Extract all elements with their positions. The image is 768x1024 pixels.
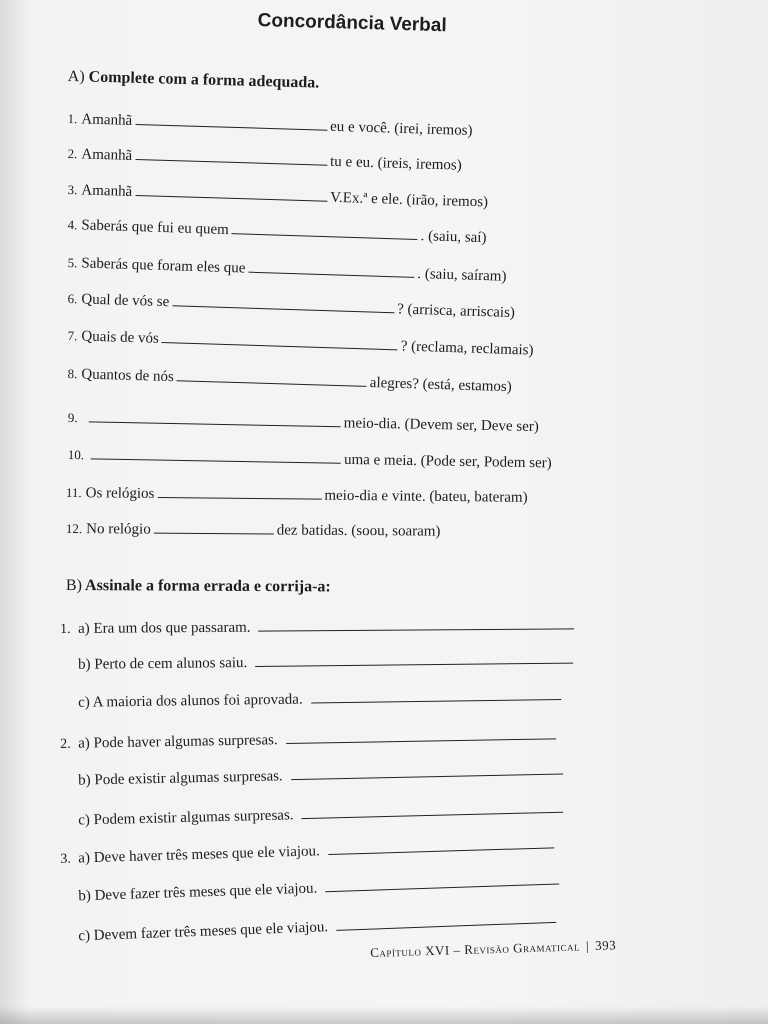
sentence-text: b) Perto de cem alunos saiu. <box>78 655 248 673</box>
item-suffix: uma e meia. (Pode ser, Podem ser) <box>343 451 552 472</box>
item-prefix: Qual de vós se <box>81 291 170 311</box>
exercise-a-item <box>67 363 512 396</box>
group-number: 3. <box>60 851 72 867</box>
page-number: 393 <box>594 937 617 953</box>
answer-blank[interactable] <box>91 444 341 463</box>
item-suffix: ? (arrisca, arriscais) <box>396 301 516 322</box>
sentence-text: b) Deve fazer três meses que ele viajou. <box>78 880 318 905</box>
correction-line[interactable] <box>336 908 556 931</box>
item-prefix: Os relógios <box>85 485 155 502</box>
correction-line[interactable] <box>258 614 574 631</box>
chapter-label: Capítulo XVI – Revisão Gramatical <box>370 938 581 960</box>
exercise-b-item <box>60 614 575 638</box>
section-b-instruction: Assinale a forma errada e corrija-a: <box>85 577 331 596</box>
exercise-a-item <box>67 325 533 360</box>
item-number: 4. <box>67 216 78 233</box>
footer-separator: | <box>585 938 590 954</box>
item-number: 9. <box>67 409 78 426</box>
item-prefix: Quais de vós <box>81 328 160 347</box>
sentence-text: a) Era um dos que passaram. <box>78 619 251 637</box>
exercise-a-item <box>67 252 506 286</box>
sentence-text: a) Deve haver três meses que ele viajou. <box>78 843 321 867</box>
sentence-text: c) Devem fazer três meses que ele viajou. <box>78 919 329 945</box>
exercise-b-item <box>60 833 554 868</box>
answer-blank[interactable] <box>232 219 418 240</box>
item-number: 3. <box>67 181 78 198</box>
item-suffix: alegres? (está, estamos) <box>369 374 512 396</box>
item-suffix: . (saiu, saí) <box>420 228 487 247</box>
item-suffix: meio-dia e vinte. (bateu, bateram) <box>324 487 528 506</box>
exercise-b-item <box>60 685 561 712</box>
item-suffix: dez batidas. (soou, soaram) <box>276 522 441 540</box>
page-footer <box>370 937 616 961</box>
exercise-a-item <box>67 214 486 247</box>
sentence-text: c) A maioria dos alunos foi aprovada. <box>78 691 303 711</box>
answer-blank[interactable] <box>248 258 414 278</box>
item-suffix: meio-dia. (Devem ser, Deve ser) <box>343 415 540 436</box>
exercise-a-item <box>66 482 528 507</box>
item-suffix: eu e você. (irei, iremos) <box>329 118 473 140</box>
answer-blank[interactable] <box>177 366 367 387</box>
exercise-b-item <box>60 798 564 830</box>
exercise-a-item <box>68 444 552 472</box>
item-number: 10. <box>67 446 85 463</box>
exercise-b-item <box>60 869 559 906</box>
item-prefix: Amanhã <box>81 111 133 129</box>
exercise-b-item <box>60 649 573 674</box>
group-number <box>60 900 78 901</box>
item-prefix: No relógio <box>86 521 151 538</box>
item-number: 12. <box>65 520 83 537</box>
item-prefix: Amanhã <box>81 182 133 200</box>
answer-blank[interactable] <box>162 328 398 350</box>
item-suffix: ? (reclama, reclamais) <box>400 338 534 359</box>
item-number: 2. <box>67 145 78 162</box>
exercise-a-item <box>67 143 462 175</box>
item-number: 5. <box>67 254 78 271</box>
section-b-letter: B) <box>65 577 82 595</box>
answer-blank[interactable] <box>154 519 274 535</box>
sentence-text: b) Pode existir algumas surpresas. <box>78 768 283 789</box>
exercise-a-item <box>68 407 539 436</box>
item-prefix: Saberás que fui eu quem <box>81 217 230 239</box>
section-a-letter: A) <box>67 68 85 86</box>
correction-line[interactable] <box>285 724 555 744</box>
item-number: 8. <box>67 365 78 382</box>
group-number <box>61 940 79 941</box>
answer-blank[interactable] <box>135 145 327 166</box>
answer-blank[interactable] <box>135 110 327 131</box>
answer-blank[interactable] <box>157 483 321 500</box>
sentence-text: c) Podem existir algumas surpresas. <box>78 807 294 829</box>
correction-line[interactable] <box>311 685 561 703</box>
item-suffix: V.Ex.ª e ele. (irão, iremos) <box>329 189 489 211</box>
correction-line[interactable] <box>325 869 559 892</box>
exercise-a-item <box>66 518 441 541</box>
correction-line[interactable] <box>255 649 573 667</box>
correction-line[interactable] <box>290 759 562 780</box>
exercise-a-item <box>67 288 515 322</box>
section-b-heading <box>66 577 331 596</box>
item-suffix: tu e eu. (ireis, iremos) <box>329 153 462 174</box>
correction-line[interactable] <box>301 798 563 819</box>
answer-blank[interactable] <box>89 407 341 427</box>
item-prefix: Quantos de nós <box>81 366 175 386</box>
correction-line[interactable] <box>327 833 553 855</box>
answer-blank[interactable] <box>172 291 394 313</box>
section-a-instruction: Complete com a forma adequada. <box>88 68 320 92</box>
group-number: 2. <box>60 736 71 752</box>
item-number: 7. <box>67 327 78 344</box>
exercise-b-item <box>60 724 556 753</box>
group-number: 1. <box>60 621 71 637</box>
section-a-heading <box>68 68 320 93</box>
exercise-b-item <box>60 908 556 946</box>
answer-blank[interactable] <box>135 181 327 202</box>
exercise-a-item <box>67 179 488 211</box>
item-number: 6. <box>67 290 78 307</box>
item-number: 1. <box>67 110 78 127</box>
item-prefix: Amanhã <box>81 146 133 164</box>
sentence-text: a) Pode haver algumas surpresas. <box>78 732 278 752</box>
page-title: Concordância Verbal <box>257 10 447 37</box>
item-suffix: . (saiu, saíram) <box>417 265 507 285</box>
exercise-a-item <box>67 108 472 140</box>
exercise-b-item <box>60 759 563 790</box>
item-prefix: Saberás que foram eles que <box>81 255 246 277</box>
item-number: 11. <box>65 484 82 501</box>
